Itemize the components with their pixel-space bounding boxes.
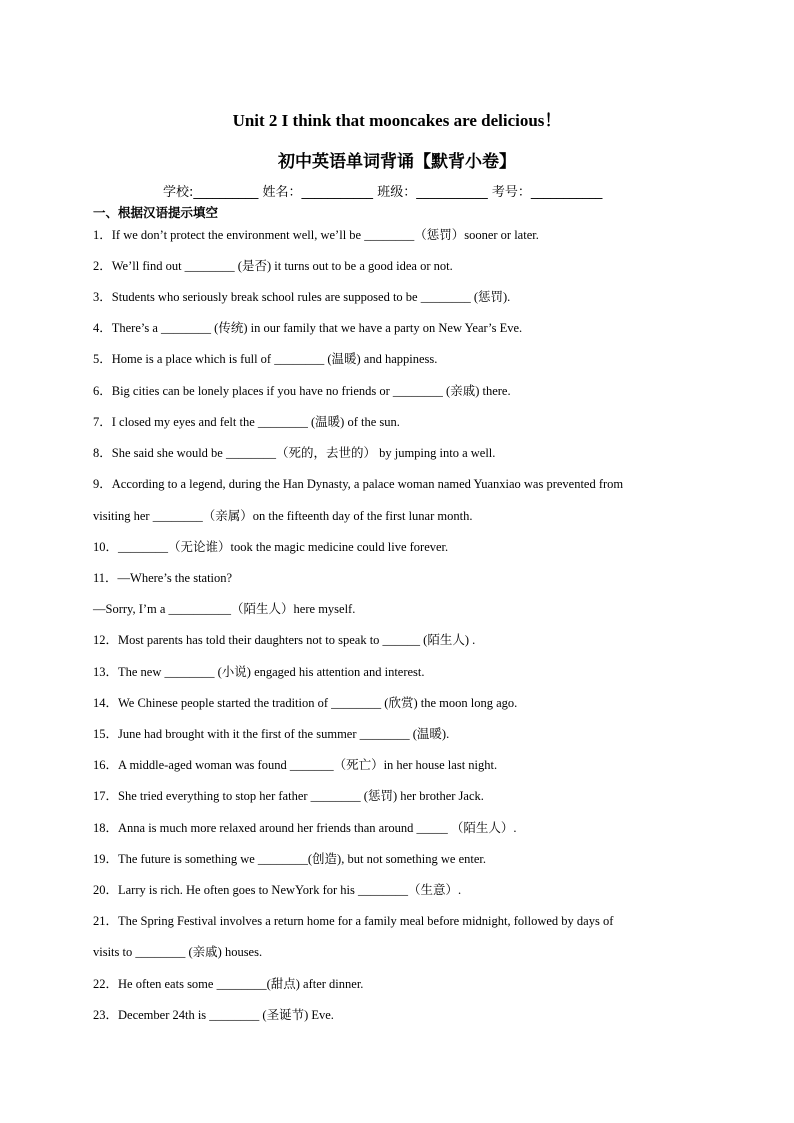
question-line: 20．Larry is rich. He often goes to NewYork for his ________（生意）. [93, 883, 462, 897]
question-line: visiting her ________（亲属）on the fifteenth day of the first lunar month. [93, 509, 473, 523]
question-line: 8．She said she would be ________（死的，去世的） by jumping into a well. [93, 446, 496, 460]
question-line: 10．________（无论谁）took the magic medicine could live forever. [93, 540, 449, 554]
question-line: 4．There’s a ________ (传统) in our family that we have a party on New Year’s Eve. [93, 321, 523, 335]
name-blank[interactable]: ___________ [301, 185, 374, 200]
question-line: 15．June had brought with it the first of the summer ________ (温暖). [93, 727, 450, 741]
question-line: 9．According to a legend, during the Han Dynasty, a palace woman named Yuanxiao was prevented from [93, 477, 624, 491]
school-blank[interactable]: __________ [193, 185, 259, 200]
question-line: 13．The new ________ (小说) engaged his attention and interest. [93, 665, 425, 679]
question-line: 17．She tried everything to stop her father ________ (惩罚) her brother Jack. [93, 789, 484, 803]
name-label: 姓名： [262, 185, 302, 200]
question-line: 21．The Spring Festival involves a return home for a family meal before midnight, followed by days of [93, 914, 614, 928]
question-line: 16．A middle-aged woman was found _______（死亡）in her house last night. [93, 758, 498, 772]
number-blank[interactable]: ___________ [530, 185, 603, 200]
school-label: 学校: [163, 185, 194, 200]
question-line: 22．He often eats some ________(甜点) after dinner. [93, 977, 364, 991]
question-line: 19．The future is something we ________(创造), but not something we enter. [93, 852, 486, 866]
question-line: 18．Anna is much more relaxed around her friends than around _____ （陌生人）. [93, 821, 517, 835]
question-line: visits to ________ (亲戚) houses. [93, 945, 263, 959]
question-line: 12．Most parents has told their daughters not to speak to ______ (陌生人) . [93, 633, 476, 647]
number-label: 考号： [491, 185, 531, 200]
question-line: 14．We Chinese people started the tradition of ________ (欣赏) the moon long ago. [93, 696, 518, 710]
worksheet-title: 初中英语单词背诵【默背小卷】 [278, 152, 516, 172]
question-line: 3．Students who seriously break school rules are supposed to be ________ (惩罚). [93, 290, 511, 304]
question-line: —Sorry, I’m a __________（陌生人）here myself. [93, 602, 356, 616]
question-line: 7．I closed my eyes and felt the ________ (温暖) of the sun. [93, 415, 400, 429]
class-label: 班级： [377, 185, 417, 200]
student-info-line [163, 181, 602, 200]
question-line: 23．December 24th is ________ (圣诞节) Eve. [93, 1008, 334, 1022]
class-blank[interactable]: ___________ [416, 185, 488, 200]
question-line: 2．We’ll find out ________ (是否) it turns out to be a good idea or not. [93, 259, 453, 273]
question-line: 5．Home is a place which is full of ________ (温暖) and happiness. [93, 352, 438, 366]
question-line: 1．If we don’t protect the environment well, we’ll be ________（惩罚）sooner or later. [93, 228, 539, 242]
question-line: 6．Big cities can be lonely places if you have no friends or ________ (亲戚) there. [93, 384, 511, 398]
question-line: 11．—Where’s the station? [93, 571, 233, 585]
section-title: 一、根据汉语提示填空 [93, 205, 219, 220]
unit-title: Unit 2 I think that mooncakes are delicious！ [232, 111, 562, 130]
